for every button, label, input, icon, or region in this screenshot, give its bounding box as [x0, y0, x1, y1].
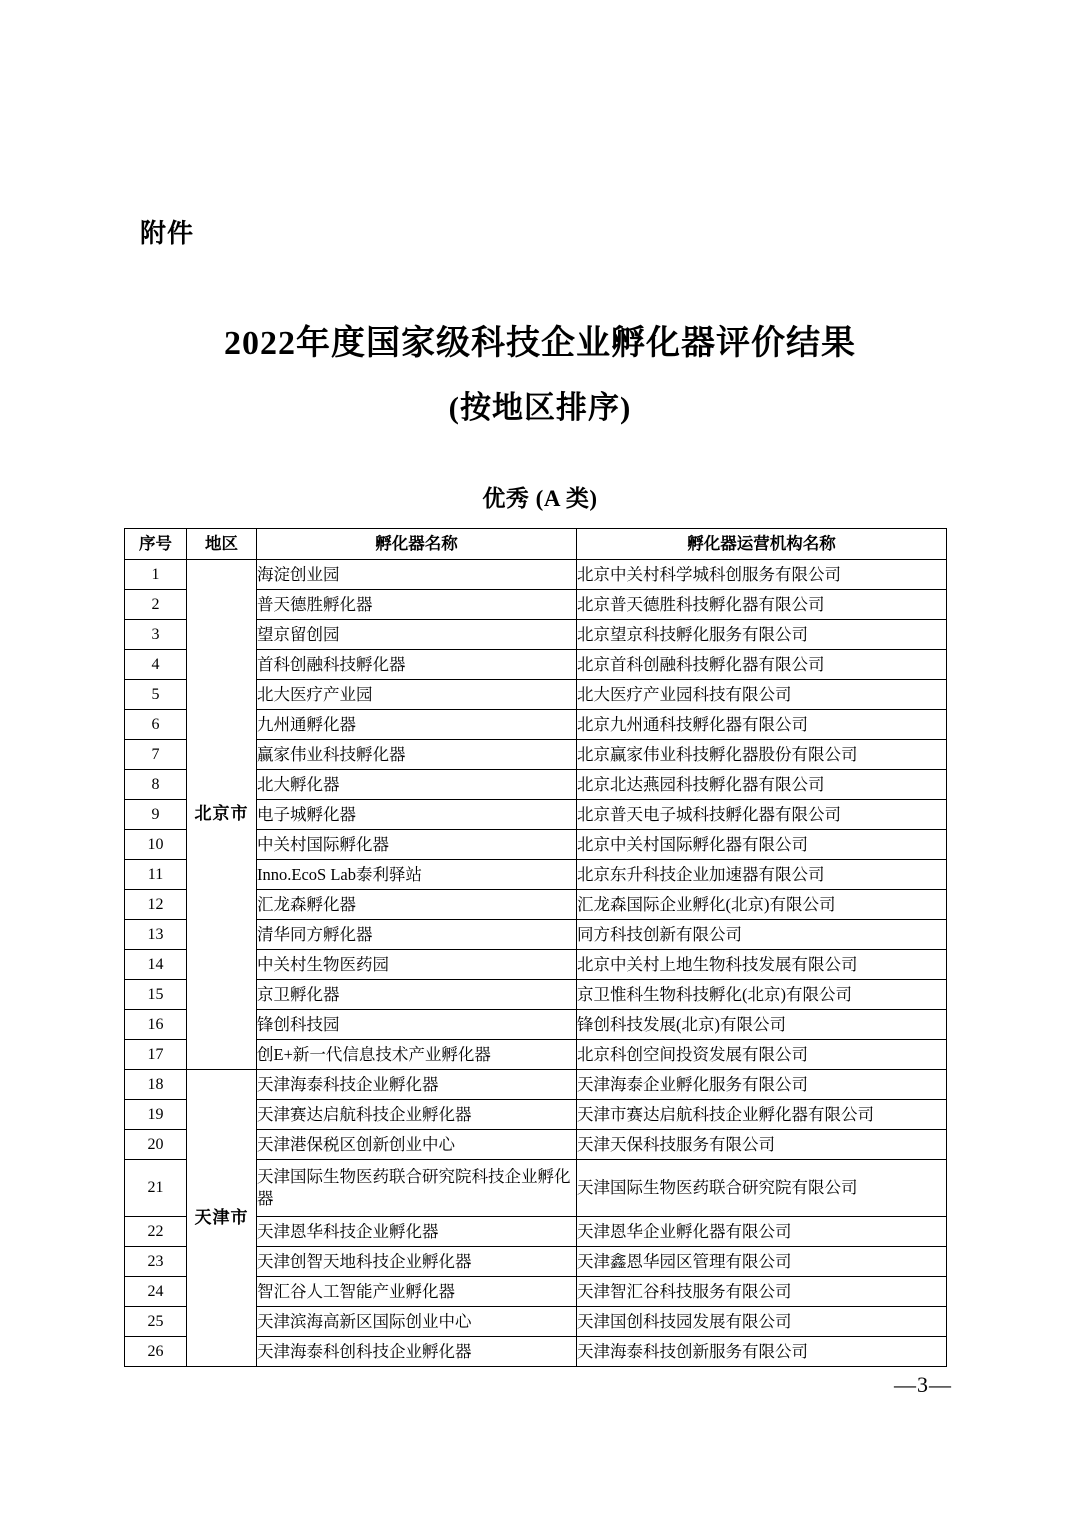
cell-operator-name: 京卫惟科生物科技孵化(北京)有限公司 [577, 980, 947, 1010]
cell-operator-name: 北京北达燕园科技孵化器有限公司 [577, 770, 947, 800]
cell-operator-name: 北京望京科技孵化服务有限公司 [577, 620, 947, 650]
cell-no: 5 [125, 680, 187, 710]
cell-incubator-name: 汇龙森孵化器 [257, 890, 577, 920]
cell-operator-name: 天津海泰科技创新服务有限公司 [577, 1337, 947, 1367]
cell-incubator-name: 赢家伟业科技孵化器 [257, 740, 577, 770]
attachment-label: 附件 [140, 219, 195, 248]
cell-no: 8 [125, 770, 187, 800]
page-subtitle: (按地区排序) [448, 390, 632, 425]
page-title: 2022年度国家级科技企业孵化器评价结果 [224, 325, 856, 362]
cell-operator-name: 北京赢家伟业科技孵化器股份有限公司 [577, 740, 947, 770]
cell-operator-name: 北京科创空间投资发展有限公司 [577, 1040, 947, 1070]
cell-no: 21 [125, 1160, 187, 1217]
cell-incubator-name: 天津恩华科技企业孵化器 [257, 1217, 577, 1247]
cell-incubator-name: 北大孵化器 [257, 770, 577, 800]
cell-incubator-name: 天津港保税区创新创业中心 [257, 1130, 577, 1160]
cell-region: 天津市 [187, 1070, 257, 1367]
section-heading: 优秀 (A 类) [482, 486, 598, 511]
cell-no: 9 [125, 800, 187, 830]
cell-no: 15 [125, 980, 187, 1010]
cell-no: 24 [125, 1277, 187, 1307]
cell-incubator-name: 天津滨海高新区国际创业中心 [257, 1307, 577, 1337]
cell-no: 19 [125, 1100, 187, 1130]
cell-operator-name: 天津国创科技园发展有限公司 [577, 1307, 947, 1337]
column-header-region: 地区 [187, 529, 257, 560]
cell-incubator-name: 海淀创业园 [257, 560, 577, 590]
cell-incubator-name: 天津国际生物医药联合研究院科技企业孵化器 [257, 1160, 577, 1217]
cell-operator-name: 北京普天电子城科技孵化器有限公司 [577, 800, 947, 830]
cell-no: 18 [125, 1070, 187, 1100]
cell-incubator-name: 中关村生物医药园 [257, 950, 577, 980]
cell-no: 10 [125, 830, 187, 860]
cell-no: 13 [125, 920, 187, 950]
cell-incubator-name: 天津海泰科技企业孵化器 [257, 1070, 577, 1100]
cell-incubator-name: 望京留创园 [257, 620, 577, 650]
cell-incubator-name: Inno.EcoS Lab泰利驿站 [257, 860, 577, 890]
cell-incubator-name: 首科创融科技孵化器 [257, 650, 577, 680]
cell-operator-name: 天津天保科技服务有限公司 [577, 1130, 947, 1160]
cell-incubator-name: 京卫孵化器 [257, 980, 577, 1010]
cell-incubator-name: 天津海泰科创科技企业孵化器 [257, 1337, 577, 1367]
cell-incubator-name: 智汇谷人工智能产业孵化器 [257, 1277, 577, 1307]
cell-no: 12 [125, 890, 187, 920]
cell-no: 20 [125, 1130, 187, 1160]
table-header-row [125, 529, 947, 560]
cell-operator-name: 汇龙森国际企业孵化(北京)有限公司 [577, 890, 947, 920]
cell-operator-name: 天津海泰企业孵化服务有限公司 [577, 1070, 947, 1100]
page-number: —3— [894, 1372, 952, 1397]
cell-incubator-name: 九州通孵化器 [257, 710, 577, 740]
cell-incubator-name: 天津创智天地科技企业孵化器 [257, 1247, 577, 1277]
table-row [125, 1070, 947, 1100]
cell-no: 17 [125, 1040, 187, 1070]
cell-operator-name: 北京普天德胜科技孵化器有限公司 [577, 590, 947, 620]
cell-no: 26 [125, 1337, 187, 1367]
evaluation-results-table [124, 528, 947, 1367]
cell-no: 22 [125, 1217, 187, 1247]
cell-operator-name: 北京东升科技企业加速器有限公司 [577, 860, 947, 890]
cell-operator-name: 天津国际生物医药联合研究院有限公司 [577, 1160, 947, 1217]
cell-operator-name: 锋创科技发展(北京)有限公司 [577, 1010, 947, 1040]
cell-incubator-name: 普天德胜孵化器 [257, 590, 577, 620]
cell-incubator-name: 天津赛达启航科技企业孵化器 [257, 1100, 577, 1130]
cell-operator-name: 同方科技创新有限公司 [577, 920, 947, 950]
cell-no: 4 [125, 650, 187, 680]
cell-no: 16 [125, 1010, 187, 1040]
cell-operator-name: 北京中关村上地生物科技发展有限公司 [577, 950, 947, 980]
cell-incubator-name: 中关村国际孵化器 [257, 830, 577, 860]
cell-incubator-name: 创E+新一代信息技术产业孵化器 [257, 1040, 577, 1070]
cell-operator-name: 北京中关村国际孵化器有限公司 [577, 830, 947, 860]
cell-operator-name: 北京中关村科学城科创服务有限公司 [577, 560, 947, 590]
cell-operator-name: 天津鑫恩华园区管理有限公司 [577, 1247, 947, 1277]
table-row [125, 560, 947, 590]
cell-no: 14 [125, 950, 187, 980]
cell-no: 6 [125, 710, 187, 740]
cell-no: 1 [125, 560, 187, 590]
cell-operator-name: 天津恩华企业孵化器有限公司 [577, 1217, 947, 1247]
cell-incubator-name: 锋创科技园 [257, 1010, 577, 1040]
cell-no: 3 [125, 620, 187, 650]
cell-incubator-name: 北大医疗产业园 [257, 680, 577, 710]
cell-no: 7 [125, 740, 187, 770]
cell-incubator-name: 电子城孵化器 [257, 800, 577, 830]
cell-no: 25 [125, 1307, 187, 1337]
column-header-operator-name: 孵化器运营机构名称 [577, 529, 947, 560]
cell-incubator-name: 清华同方孵化器 [257, 920, 577, 950]
column-header-no: 序号 [125, 529, 187, 560]
column-header-incubator-name: 孵化器名称 [257, 529, 577, 560]
cell-no: 2 [125, 590, 187, 620]
cell-operator-name: 北大医疗产业园科技有限公司 [577, 680, 947, 710]
cell-no: 23 [125, 1247, 187, 1277]
cell-operator-name: 北京首科创融科技孵化器有限公司 [577, 650, 947, 680]
cell-region: 北京市 [187, 560, 257, 1070]
cell-no: 11 [125, 860, 187, 890]
cell-operator-name: 天津智汇谷科技服务有限公司 [577, 1277, 947, 1307]
cell-operator-name: 北京九州通科技孵化器有限公司 [577, 710, 947, 740]
cell-operator-name: 天津市赛达启航科技企业孵化器有限公司 [577, 1100, 947, 1130]
